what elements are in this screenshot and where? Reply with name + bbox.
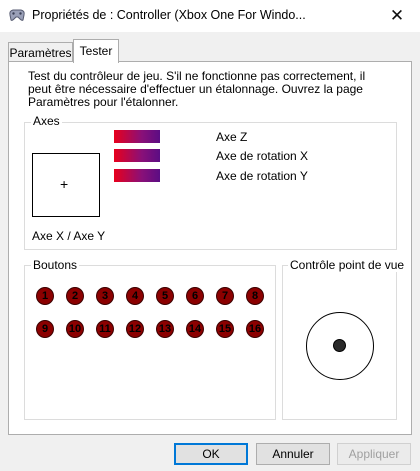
- axes-group-label: Axes: [33, 114, 60, 128]
- gamepad-icon: [8, 8, 26, 22]
- axis-rot-y-bar: [114, 169, 160, 182]
- axis-rot-x-bar: [114, 149, 160, 162]
- button-indicator-3: 3: [96, 287, 114, 305]
- axis-z-bar: [114, 130, 160, 143]
- apply-button[interactable]: Appliquer: [337, 443, 411, 465]
- button-indicator-14: 14: [186, 320, 204, 338]
- title-bar: [0, 0, 420, 32]
- button-indicator-7: 7: [216, 287, 234, 305]
- buttons-group-label: Boutons: [33, 258, 78, 272]
- close-icon: ✕: [389, 6, 405, 25]
- button-indicator-6: 6: [186, 287, 204, 305]
- axis-rot-y-label: Axe de rotation Y: [216, 169, 308, 183]
- ok-button[interactable]: OK: [174, 443, 248, 465]
- tab-parametres[interactable]: Paramètres: [8, 42, 73, 62]
- pov-group-label: Contrôle point de vue: [290, 258, 405, 272]
- button-indicator-5: 5: [156, 287, 174, 305]
- button-indicator-10: 10: [66, 320, 84, 338]
- description-text: Test du contrôleur de jeu. S'il ne fonctionne pas correctement, il peut être nécessaire d'effectuer un étalonnage. Ouvrez la page Paramètres pour l'étalonner.: [28, 69, 366, 109]
- close-button[interactable]: [374, 0, 420, 32]
- button-indicator-8: 8: [246, 287, 264, 305]
- button-indicator-4: 4: [126, 287, 144, 305]
- buttons-group: [24, 265, 276, 420]
- cancel-button[interactable]: Annuler: [256, 443, 330, 465]
- button-indicator-9: 9: [36, 320, 54, 338]
- button-indicator-13: 13: [156, 320, 174, 338]
- button-indicator-12: 12: [126, 320, 144, 338]
- tab-tester[interactable]: Tester: [73, 39, 119, 63]
- window-title: Propriétés de : Controller (Xbox One For Windo...: [32, 8, 306, 22]
- xy-cursor: +: [60, 176, 69, 192]
- button-indicator-11: 11: [96, 320, 114, 338]
- axis-z-label: Axe Z: [216, 130, 248, 144]
- pov-dot: [333, 339, 346, 352]
- button-indicator-2: 2: [66, 287, 84, 305]
- button-indicator-16: 16: [246, 320, 264, 338]
- xy-axis-label: Axe X / Axe Y: [32, 229, 106, 243]
- axis-rot-x-label: Axe de rotation X: [216, 149, 309, 163]
- button-indicator-1: 1: [36, 287, 54, 305]
- button-indicator-15: 15: [216, 320, 234, 338]
